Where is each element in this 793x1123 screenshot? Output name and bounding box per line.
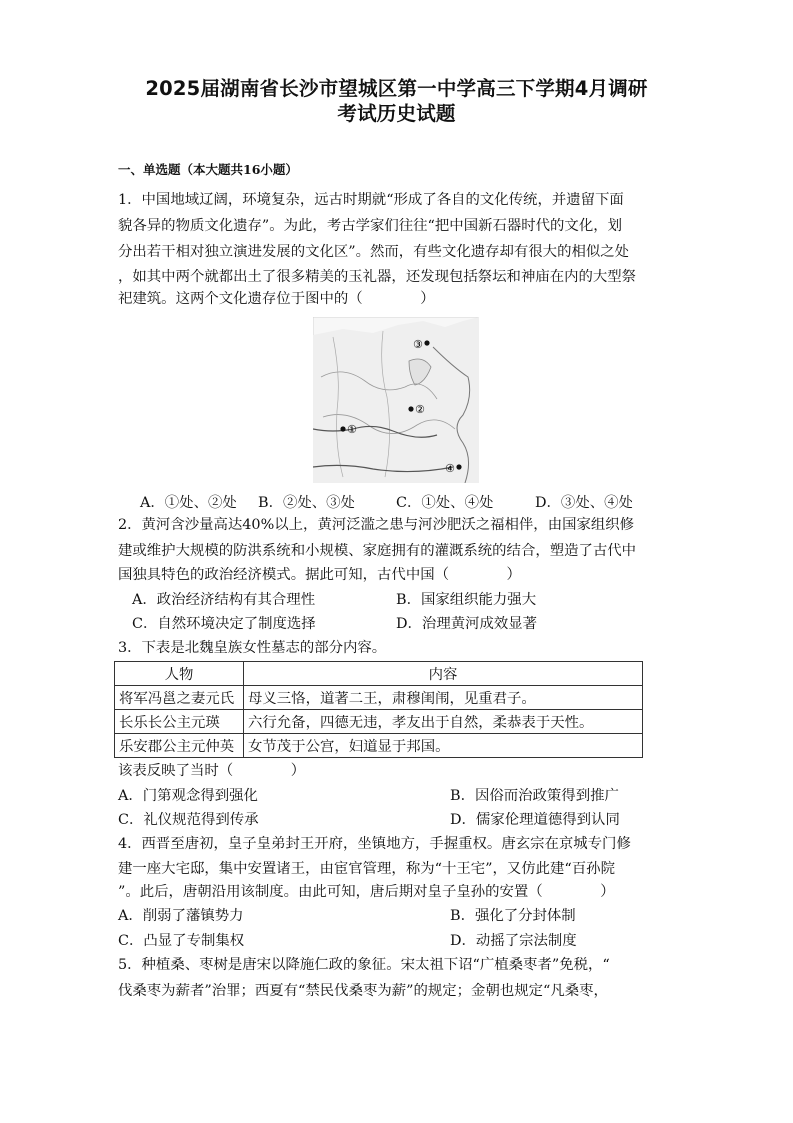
- q4-option-b[interactable]: B．强化了分封体制: [450, 908, 576, 924]
- q2-option-a[interactable]: A．政治经济结构有其合理性: [132, 592, 316, 608]
- q3-option-a[interactable]: A．门第观念得到强化: [118, 788, 258, 804]
- table-cell-person: 将军冯邕之妻元氏: [115, 686, 244, 710]
- q5-line: 5．种植桑、枣树是唐宋以降施仁政的象征。宋太祖下诏“广植桑枣者”免税，“: [118, 957, 610, 973]
- exam-title-line2: 考试历史试题: [337, 102, 456, 125]
- q1-option-b[interactable]: B．②处、③处: [258, 495, 355, 511]
- q2-option-d[interactable]: D．治理黄河成效显著: [396, 616, 538, 632]
- map-marker-2: [408, 406, 413, 411]
- table-cell-content: 女节茂于公宫，妇道显于邦国。: [244, 734, 643, 758]
- q3-table: [114, 661, 643, 758]
- table-header-cell: 内容: [244, 662, 643, 686]
- q3-option-d[interactable]: D．儒家伦理道德得到认同: [450, 812, 620, 828]
- q1-option-d[interactable]: D．③处、④处: [535, 495, 633, 511]
- section-heading: 一、单选题（本大题共16小题）: [118, 162, 298, 177]
- q1-line: 祀建筑。这两个文化遗存位于图中的（ ）: [118, 291, 435, 307]
- table-row: [115, 710, 643, 734]
- q2-option-b[interactable]: B．国家组织能力强大: [396, 592, 537, 608]
- q3-option-c[interactable]: C．礼仪规范得到传承: [118, 812, 259, 828]
- q1-line: 分出若干相对独立演进发展的文化区”。然而，有些文化遗存却有很大的相似之处: [118, 244, 630, 260]
- q4-line: 4．西晋至唐初，皇子皇弟封王开府，坐镇地方，手握重权。唐玄宗在京城专门修: [118, 836, 631, 852]
- table-cell-person: 乐安郡公主元仲英: [115, 734, 244, 758]
- q2-option-c[interactable]: C．自然环境决定了制度选择: [132, 616, 316, 632]
- q3-option-b[interactable]: B．因俗而治政策得到推广: [450, 788, 619, 804]
- q3-intro: 3．下表是北魏皇族女性墓志的部分内容。: [118, 640, 387, 656]
- q4-line: 建一座大宅邸，集中安置诸王，由宦官管理，称为“十王宅”，又仿此建“百孙院: [118, 861, 615, 877]
- q3-stem: 该表反映了当时（ ）: [118, 763, 306, 779]
- map-marker-1-label: ①: [347, 423, 357, 436]
- q1-line: ，如其中两个就都出土了很多精美的玉礼器，还发现包括祭坛和神庙在内的大型祭: [118, 269, 637, 285]
- map-marker-3: [424, 340, 429, 345]
- table-header-cell: 人物: [115, 662, 244, 686]
- exam-title-line1: 2025届湖南省长沙市望城区第一中学高三下学期4月调研: [145, 77, 648, 100]
- map-marker-3-label: ③: [413, 338, 423, 351]
- table-cell-person: 长乐长公主元瑛: [115, 710, 244, 734]
- q1-option-c[interactable]: C．①处、④处: [396, 495, 494, 511]
- q1-line: 貌各异的物质文化遗存”。为此，考古学家们往往“把中国新石器时代的文化，划: [118, 218, 622, 234]
- q2-line: 建或维护大规模的防洪系统和小规模、家庭拥有的灌溉系统的结合，塑造了古代中: [118, 543, 637, 559]
- map-marker-2-label: ②: [415, 403, 425, 416]
- table-header-row: [115, 662, 643, 686]
- map-marker-1: [340, 426, 345, 431]
- table-cell-content: 母义三恪，道著二王，肃穆闺闱，见重君子。: [244, 686, 643, 710]
- q1-map-figure: [313, 317, 479, 483]
- q4-line: ”。此后，唐朝沿用该制度。由此可知，唐后期对皇子皇孙的安置（ ）: [118, 884, 615, 900]
- q5-line: 伐桑枣为薪者”治罪；西夏有“禁民伐桑枣为薪”的规定；金朝也规定“凡桑枣，: [118, 983, 608, 999]
- table-cell-content: 六行允备，四德无违，孝友出于自然，柔恭表于天性。: [244, 710, 643, 734]
- table-row: [115, 734, 643, 758]
- q2-line: 2．黄河含沙量高达40%以上，黄河泛滥之患与河沙肥沃之福相伴，由国家组织修: [118, 517, 635, 533]
- q4-option-a[interactable]: A．削弱了藩镇势力: [118, 908, 244, 924]
- q1-line: 1．中国地域辽阔，环境复杂，远古时期就“形成了各自的文化传统，并遗留下面: [118, 192, 624, 208]
- q4-option-c[interactable]: C．凸显了专制集权: [118, 933, 245, 949]
- q1-option-a[interactable]: A．①处、②处: [140, 495, 237, 511]
- map-marker-4: [456, 464, 461, 469]
- map-marker-4-label: ④: [445, 462, 455, 475]
- q2-line: 国独具特色的政治经济模式。据此可知，古代中国（ ）: [118, 567, 521, 583]
- q4-option-d[interactable]: D．动摇了宗法制度: [450, 933, 577, 949]
- table-row: [115, 686, 643, 710]
